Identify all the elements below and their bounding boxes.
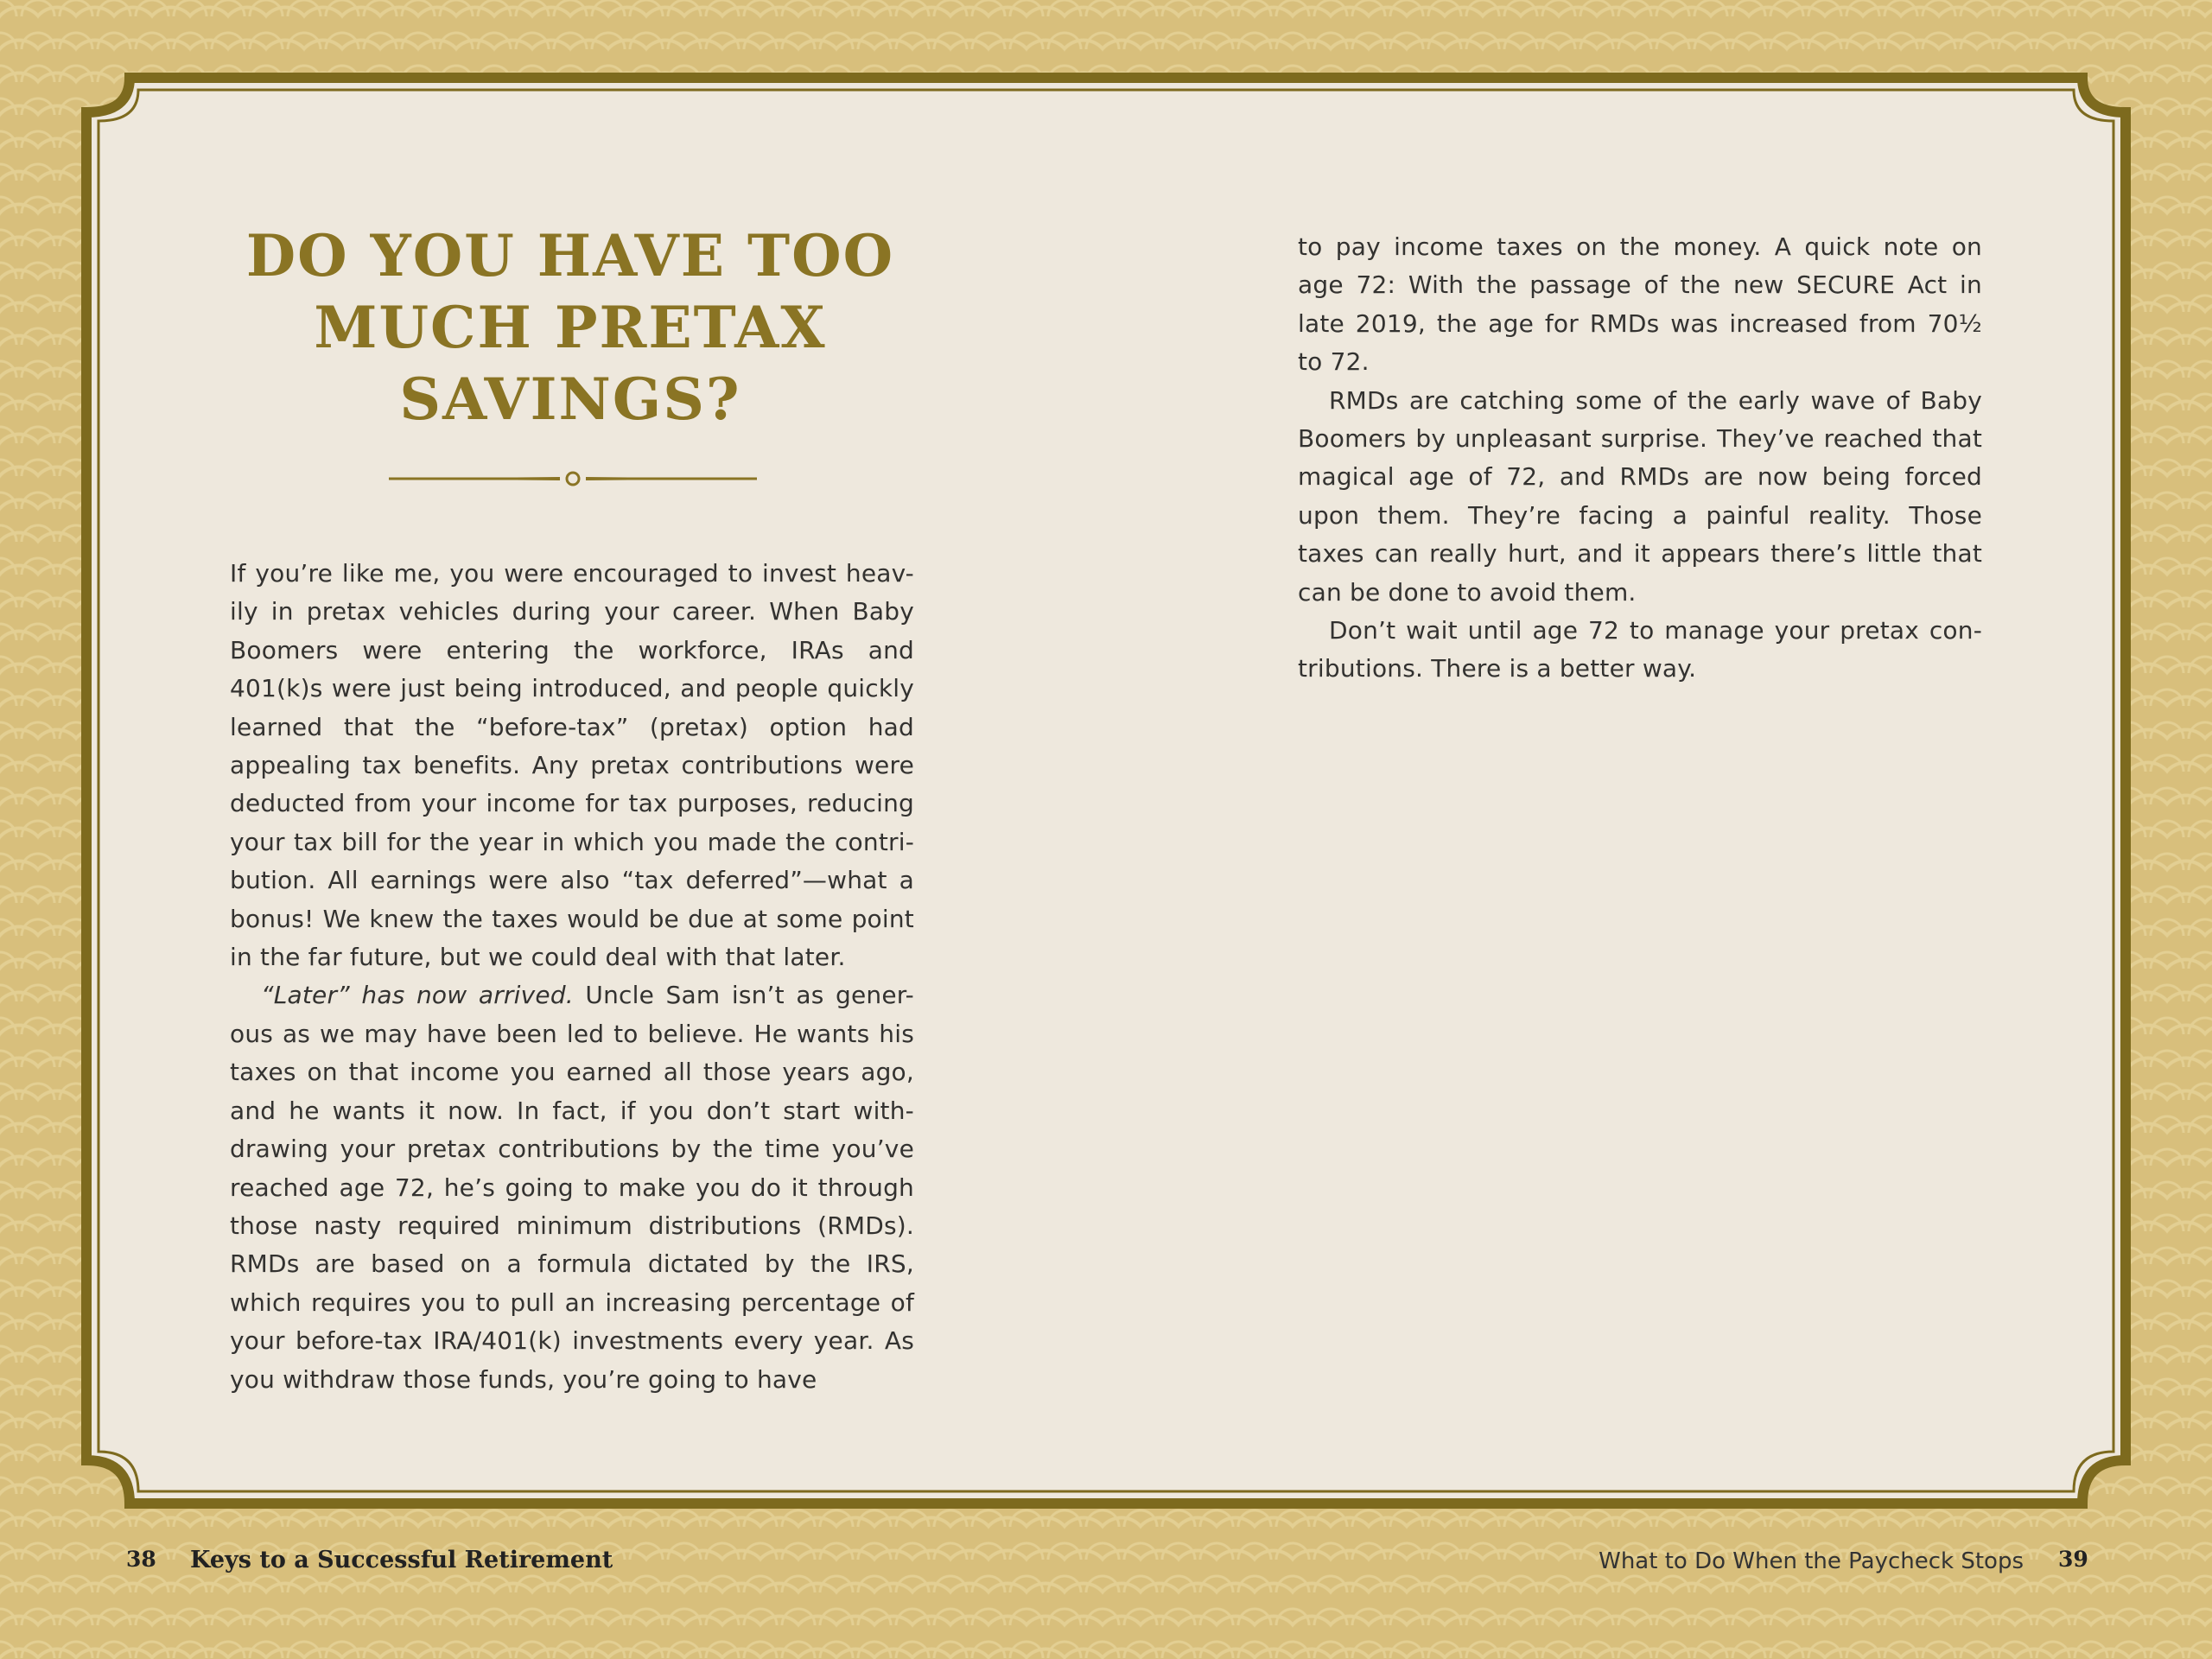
body-paragraph	[230, 976, 914, 1398]
body-paragraph: RMDs are catching some of the early wave of Baby Boomers by unpleasant surprise. They’ve reached that magical age of 72, and RMDs are now being forced upon them. They’re facing a painful reality. Those taxes can really hurt, and it appears there’s little that can be done to avoid them.	[1298, 385, 1982, 607]
body-paragraph: Don’t wait until age 72 to manage your pretax con-tributions. There is a better way.	[1298, 616, 1982, 683]
title-divider-ornament	[387, 468, 759, 489]
page-number-right: 39	[2058, 1547, 2088, 1572]
right-body-text	[1298, 228, 1982, 689]
page-title	[207, 220, 933, 435]
running-title-right: What to Do When the Paycheck Stops	[1599, 1548, 2024, 1574]
body-paragraph: If you’re like me, you were encouraged to invest heav-ily in pretax vehicles during your career. When Baby Boomers were entering the workforce, IRAs and 401(k)s were just being introduced, and people quickly learned that the “before-tax” (pretax) option had appealing tax benefits. Any pretax contributions were deducted from your income for tax purposes, reducing your tax bill for the year in which you made the contri-bution. All earnings were also “tax deferred”—what a bonus! We knew the taxes would be due at some point in the far future, but we could deal with that later.	[230, 559, 914, 972]
body-paragraph: to pay income taxes on the money. A quick note on age 72: With the passage of the new SECURE Act in late 2019, the age for RMDs was increased from 70½ to 72.	[1298, 232, 1982, 377]
title-line: SAVINGS?	[399, 365, 741, 433]
running-title-left: Keys to a Successful Retirement	[190, 1547, 613, 1573]
title-line: DO YOU HAVE TOO	[245, 222, 895, 289]
italic-lead-in: “Later” has now arrived.	[261, 981, 574, 1010]
page-number-left: 38	[126, 1547, 156, 1572]
left-body-text	[230, 555, 914, 1399]
title-line: MUCH PRETAX	[314, 294, 827, 361]
paragraph-text: Uncle Sam isn’t as gener-ous as we may have been led to believe. He wants his taxes on that income you earned all those years ago, and he wants it now. In fact, if you don’t start with-drawing your pretax contributions by the time you’ve reached age 72, he’s going to make you do it through those nasty required minimum distributions (RMDs). RMDs are based on a formula dictated by the IRS, which requires you to pull an increasing percentage of your before-tax IRA/401(k) investments every year. As you withdraw those funds, you’re going to have	[230, 981, 914, 1394]
